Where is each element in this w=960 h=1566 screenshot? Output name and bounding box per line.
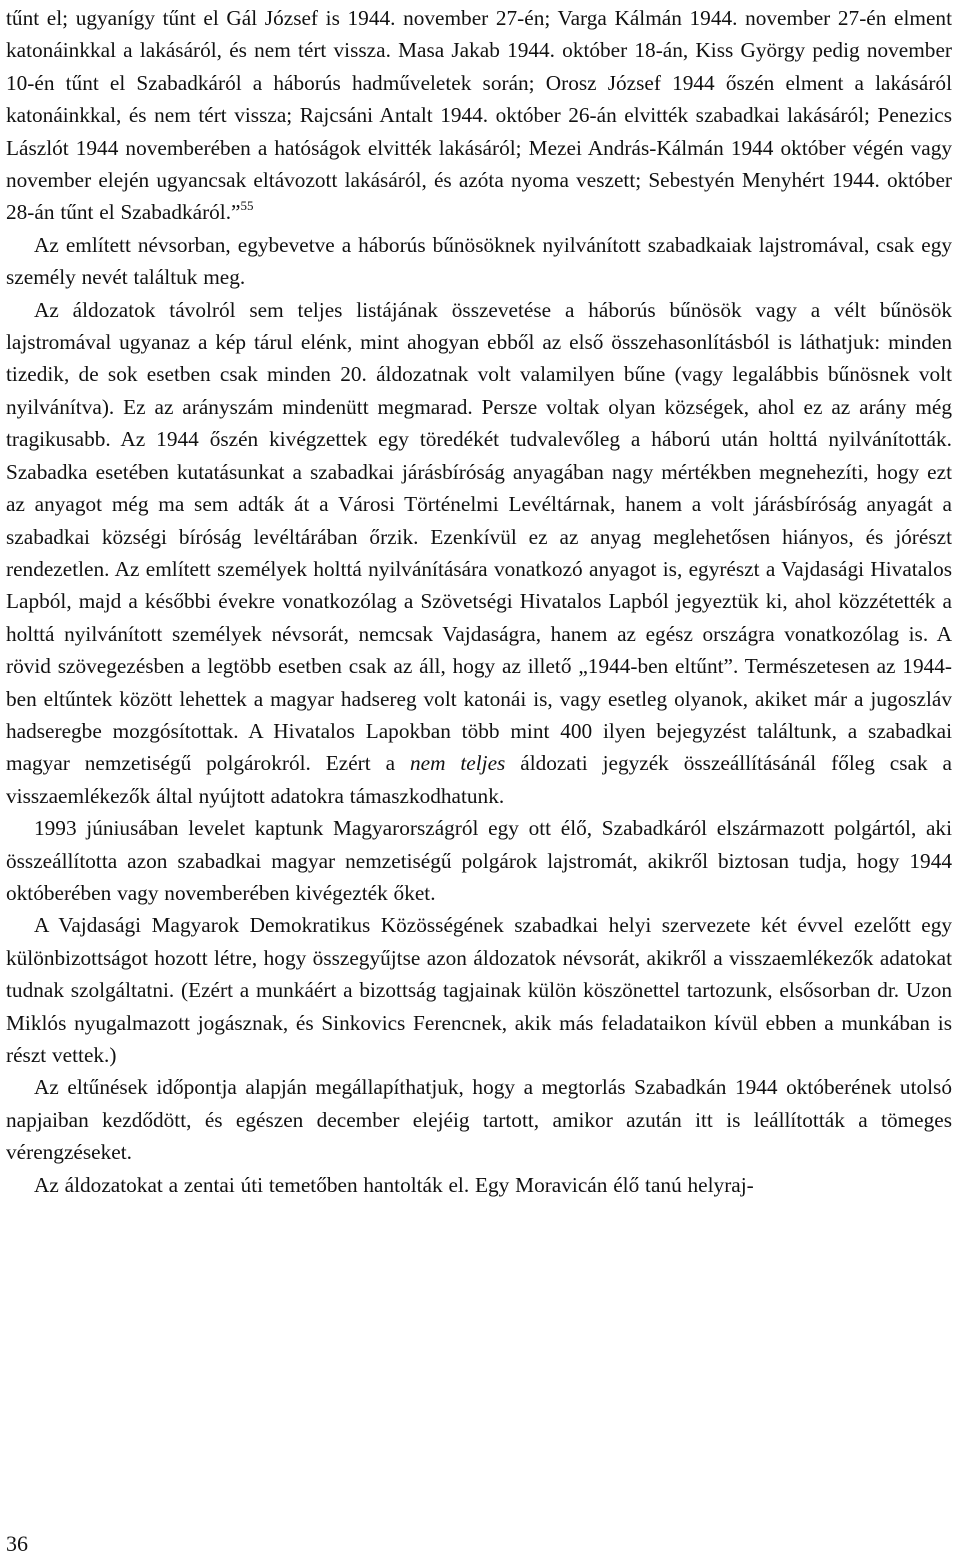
paragraph-7-text: Az áldozatokat a zentai úti temetőben hantolták el. Egy Moravicán élő tanú helyraj-	[34, 1172, 754, 1197]
page-number: 36	[6, 1531, 28, 1556]
paragraph-4-text: 1993 júniusában levelet kaptunk Magyarországról egy ott élő, Szabadkáról elszármazott polgártól, aki összeállította azon szabadkai magyar nemzetiségű polgárok lajstromát, akikről biztosan tudja, hogy 1944 októberében vagy novemberében kivégezték őket.	[6, 816, 952, 905]
paragraph-5	[6, 909, 952, 1071]
paragraph-5-text: A Vajdasági Magyarok Demokratikus Közösségének szabadkai helyi szervezete két évvel ezelőtt egy különbizottságot hozott létre, hogy összegyűjtse azon áldozatok névsorát, akikről a visszaemlékezők adatokat tudnak szolgáltatni. (Ezért a munkáért a bizottság tagjainak külön köszönettel tartozunk, elsősorban dr. Uzon Miklós nyugalmazott jogásznak, és Sinkovics Ferencnek, akik más feladataikon kívül ebben a munkában is részt vettek.)	[6, 913, 952, 1067]
paragraph-3-emphasis: nem teljes	[409, 751, 506, 776]
paragraph-6	[6, 1071, 952, 1168]
paragraph-1	[6, 2, 952, 229]
paragraph-3-text: Az áldozatok távolról sem teljes listájának összevetése a háborús bűnösök vagy a vélt bűnösök lajstromával ugyanaz a kép tárul elénk, mint ahogyan ebből az első összehasonlításból is láthatjuk: minden tizedik, de sok esetben csak minden 20. áldozatnak volt valamilyen bűne (vagy legalábbis bűnösnek volt nyilvánítva). Ez az arányszám mindenütt megmarad. Persze voltak olyan községek, ahol ez az arány még tragikusabb. Az 1944 őszén kivégzettek egy töredékét tudvalevőleg a háború után holttá nyilvánították. Szabadka esetében kutatásunkat a szabadkai járásbíróság anyagában nagy mértékben megnehezíti, hogy ezt az anyagot még ma sem adták át a Városi Történelmi Levéltárnak, hanem a volt járásbíróság anyagát a szabadkai községi bíróság levéltárában őrzik. Ezenkívül ez az anyag meglehetősen hiányos, és jórészt rendezetlen. Az említett személyek holttá nyilvánítására vonatkozó anyagot is, egyrészt a Vajdasági Hivatalos Lapból, majd a későbbi évekre vonatkozólag a Szövetségi Hivatalos Lapból jegyeztük ki, ahol közzétették a holttá nyilvánított személyek névsorát, nemcsak Vajdaságra, hanem az egész országra vonatkozólag is. A rövid szövegezésben a legtöbb esetben csak az áll, hogy az illető „1944-ben eltűnt”. Természetesen az 1944-ben eltűntek között lehettek a magyar hadsereg volt katonái is, vagy esetleg olyanok, akiket már a jugoszláv hadseregbe mozgósítottak. A Hivatalos Lapokban több mint 400 ilyen bejegyzést találtunk, a szabadkai magyar nemzetiségű polgárokról. Ezért a	[6, 297, 952, 776]
paragraph-2-text: Az említett névsorban, egybevetve a háborús bűnösöknek nyilvánított szabadkaiak lajstromával, csak egy személy nevét találtuk meg.	[6, 232, 952, 290]
paragraph-4	[6, 812, 952, 909]
body-text	[6, 2, 952, 1201]
paragraph-3-text-after: áldozati jegyzék összeállításánál főleg csak a visszaemlékezők által nyújtott adatokra támaszkodhatunk.	[6, 751, 952, 808]
paragraph-2	[6, 229, 952, 294]
paragraph-3	[6, 294, 952, 813]
footnote-reference: 55	[240, 198, 254, 214]
paragraph-6-text: Az eltűnések időpontja alapján megállapíthatjuk, hogy a megtorlás Szabadkán 1944 októberének utolsó napjaiban kezdődött, és egészen december elejéig tartott, amikor azután itt is leállították a tömeges vérengzéseket.	[6, 1075, 952, 1165]
paragraph-1-text: tűnt el; ugyanígy tűnt el Gál József is 1944. november 27-én; Varga Kálmán 1944. november 27-én elment katonáinkkal a lakásáról, és nem tért vissza. Masa Jakab 1944. október 18-án, Kiss György pedig november 10-én tűnt el Szabadkáról a háborús hadműveletek során; Orosz József 1944 őszén elment a lakásáról katonáinkkal, és nem tért vissza; Rajcsáni Antalt 1944. október 26-án elvitték szabadkai lakásáról; Penezics Lászlót 1944 novemberében a hatóságok elvitték lakásáról; Mezei András-Kálmán 1944 október végén vagy november elején ugyancsak eltávozott lakásáról, és azóta nyoma veszett; Sebestyén Menyhért 1944. október 28-án tűnt el Szabadkáról.”	[6, 6, 952, 225]
paragraph-7	[6, 1169, 952, 1201]
